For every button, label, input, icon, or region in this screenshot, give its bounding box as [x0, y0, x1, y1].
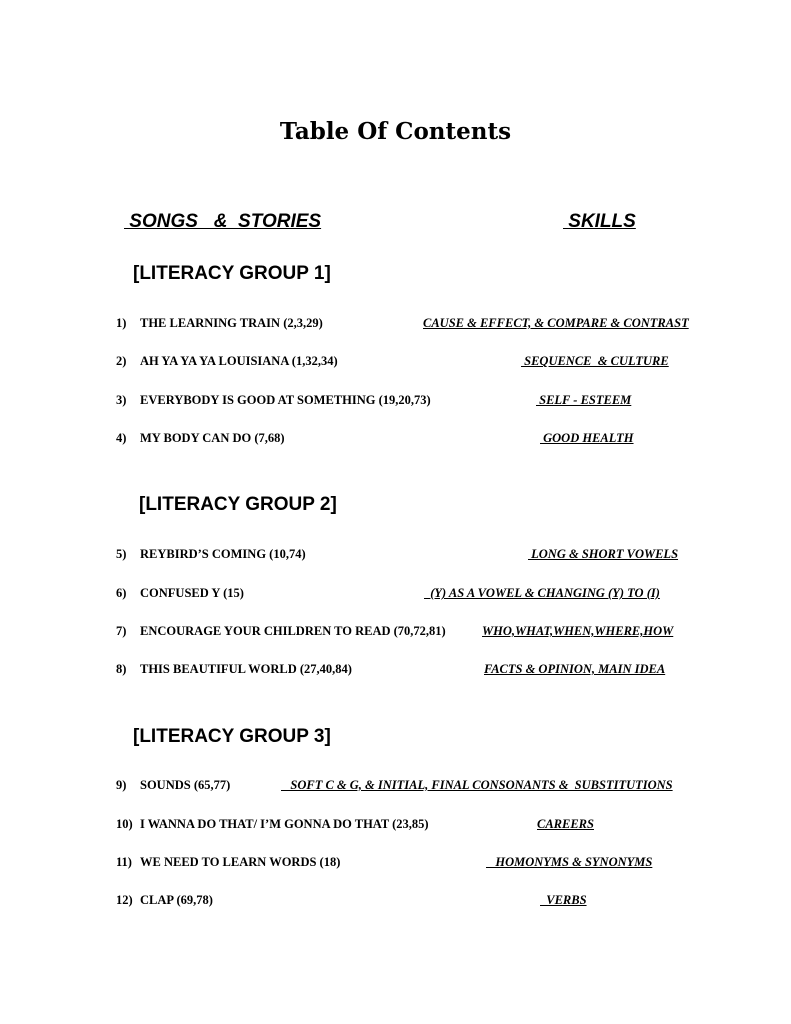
skill-label: WHO,WHAT,WHEN,WHERE,HOW: [482, 624, 674, 638]
toc-entry-11: [116, 855, 736, 873]
skill-label: CAUSE & EFFECT, & COMPARE & CONTRAST: [423, 316, 689, 330]
skill-label: (Y) AS A VOWEL & CHANGING (Y) TO (I): [424, 586, 660, 600]
songs-stories-column-heading: SONGS & STORIES: [124, 211, 322, 232]
entry-number: 11): [116, 855, 132, 869]
toc-entry-10: [116, 817, 736, 835]
song-title: SOUNDS (65,77): [140, 778, 231, 792]
skill-label: SOFT C & G, & INITIAL, FINAL CONSONANTS & SUBSTITUTIONS: [281, 778, 673, 792]
entry-number: 8): [116, 662, 127, 676]
entry-number: 4): [116, 431, 127, 445]
song-title: EVERYBODY IS GOOD AT SOMETHING (19,20,73): [140, 393, 431, 407]
toc-entry-5: [116, 547, 736, 565]
skill-label: CAREERS: [537, 817, 594, 831]
toc-entry-7: [116, 624, 736, 642]
skill-label: LONG & SHORT VOWELS: [528, 547, 679, 561]
song-title: AH YA YA YA LOUISIANA (1,32,34): [140, 354, 338, 368]
entry-number: 7): [116, 624, 127, 638]
song-title: I WANNA DO THAT/ I’M GONNA DO THAT (23,85): [140, 817, 429, 831]
skills-column-heading: SKILLS: [563, 211, 636, 232]
toc-entry-4: [116, 431, 736, 449]
song-title: MY BODY CAN DO (7,68): [140, 431, 285, 445]
literacy-group-2-heading: [LITERACY GROUP 2]: [139, 494, 337, 515]
skill-label: SELF - ESTEEM: [536, 393, 632, 407]
entry-number: 10): [116, 817, 133, 831]
page-title: Table Of Contents: [279, 118, 512, 145]
toc-entry-9: [116, 778, 736, 796]
skill-label: FACTS & OPINION, MAIN IDEA: [484, 662, 666, 676]
song-title: WE NEED TO LEARN WORDS (18): [140, 855, 341, 869]
skill-label: HOMONYMS & SYNONYMS: [486, 855, 653, 869]
skill-label: GOOD HEALTH: [540, 431, 634, 445]
entry-number: 2): [116, 354, 127, 368]
entry-number: 5): [116, 547, 127, 561]
literacy-group-1-heading: [LITERACY GROUP 1]: [133, 263, 331, 284]
toc-entry-2: [116, 354, 736, 372]
song-title: CONFUSED Y (15): [140, 586, 244, 600]
entry-number: 1): [116, 316, 127, 330]
toc-entry-8: [116, 662, 736, 680]
toc-entry-3: [116, 393, 736, 411]
toc-entry-1: [116, 316, 736, 334]
song-title: THIS BEAUTIFUL WORLD (27,40,84): [140, 662, 352, 676]
song-title: CLAP (69,78): [140, 893, 213, 907]
entry-number: 12): [116, 893, 133, 907]
song-title: REYBIRD’S COMING (10,74): [140, 547, 306, 561]
entry-number: 6): [116, 586, 127, 600]
skill-label: SEQUENCE & CULTURE: [521, 354, 669, 368]
skill-label: VERBS: [540, 893, 587, 907]
toc-entry-6: [116, 586, 736, 604]
song-title: THE LEARNING TRAIN (2,3,29): [140, 316, 323, 330]
literacy-group-3-heading: [LITERACY GROUP 3]: [133, 726, 331, 747]
song-title: ENCOURAGE YOUR CHILDREN TO READ (70,72,81): [140, 624, 446, 638]
entry-number: 3): [116, 393, 127, 407]
entry-number: 9): [116, 778, 127, 792]
toc-entry-12: [116, 893, 736, 911]
